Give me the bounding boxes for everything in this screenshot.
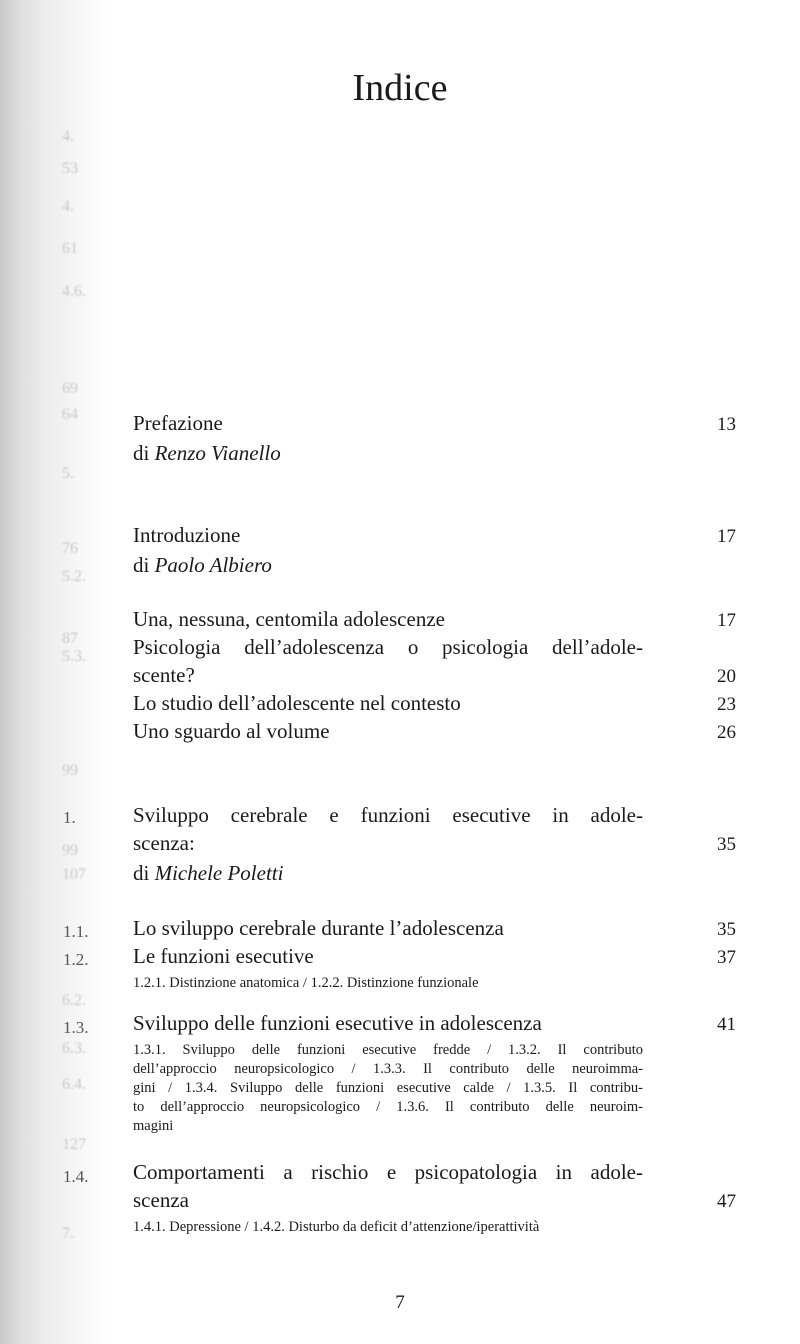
- toc-entry-section-1-4[interactable]: [133, 1158, 736, 1216]
- author-name: Paolo Albiero: [154, 553, 272, 577]
- subsection-list: 1.2.1. Distinzione anatomica / 1.2.2. Distinzione funzionale: [133, 975, 479, 991]
- toc-entry-chapter-1[interactable]: [133, 801, 736, 887]
- toc-entry-title-cont: scenza:: [133, 831, 195, 855]
- toc-page-number: 23: [717, 694, 736, 715]
- margin-ghost-text: 99: [62, 762, 78, 779]
- subsection-line: gini / 1.3.4. Sviluppo delle funzioni esecutive calde / 1.3.5. Il contribu-: [133, 1080, 643, 1096]
- margin-ghost-text: 6.3.: [62, 1040, 86, 1057]
- margin-ghost-text: 99: [62, 842, 78, 859]
- margin-ghost-text: 6.4.: [62, 1076, 86, 1093]
- toc-entry-title: Introduzione: [133, 523, 241, 547]
- subsection-line: to dell’approccio neuropsicologico / 1.3.6. Il contributo delle neuroim-: [133, 1099, 643, 1115]
- toc-entry-sguardo[interactable]: [133, 717, 736, 747]
- margin-ghost-text: 127: [62, 1136, 86, 1153]
- page-title: Indice: [352, 67, 448, 109]
- margin-ghost-text: 6.2.: [62, 992, 86, 1009]
- subsection-list: [133, 1041, 643, 1136]
- subsection-line: magini: [133, 1118, 174, 1134]
- binding-gutter: [0, 0, 18, 1344]
- margin-ghost-text: 4.: [62, 198, 74, 215]
- section-number: 1.2.: [63, 950, 89, 969]
- toc-entry-section-1-2[interactable]: [133, 942, 736, 972]
- margin-ghost-text: 5.2.: [62, 568, 86, 585]
- toc-page-number: 35: [717, 834, 736, 855]
- toc-page-number: 47: [717, 1191, 736, 1212]
- toc-page-number: 17: [717, 526, 736, 547]
- toc-entry-title-cont: scente?: [133, 663, 195, 687]
- toc-entry-psicologia[interactable]: [133, 633, 736, 691]
- margin-ghost-text: 4.: [62, 128, 74, 145]
- section-number: 1.3.: [63, 1018, 89, 1037]
- toc-entry-title: Prefazione: [133, 411, 223, 435]
- section-number: 1.4.: [63, 1167, 89, 1186]
- toc-entry-title: Lo studio dell’adolescente nel contesto: [133, 691, 461, 715]
- section-number: 1.1.: [63, 922, 89, 941]
- author-name: Michele Poletti: [154, 861, 284, 885]
- page-folio: 7: [395, 1292, 405, 1313]
- toc-entry-author: [133, 859, 736, 887]
- toc-entry-una-nessuna[interactable]: [133, 605, 736, 635]
- subsection-list: 1.4.1. Depressione / 1.4.2. Disturbo da deficit d’attenzione/iperattività: [133, 1219, 540, 1235]
- margin-ghost-text: 87: [62, 630, 78, 647]
- toc-entry-section-1-3[interactable]: [133, 1009, 736, 1039]
- toc-entry-title: Una, nessuna, centomila adolescenze: [133, 607, 445, 631]
- subsection-line: 1.3.1. Sviluppo delle funzioni esecutive fredde / 1.3.2. Il contributo: [133, 1042, 643, 1058]
- toc-entry-prefazione[interactable]: [133, 409, 736, 467]
- toc-page-number: 20: [717, 666, 736, 687]
- toc-entry-title: Psicologia dell’adolescenza o psicologia dell’adole-: [133, 635, 643, 659]
- margin-ghost-text: 107: [62, 866, 86, 883]
- toc-page-number: 37: [717, 947, 736, 968]
- toc-page-number: 13: [717, 414, 736, 435]
- toc-entry-studio[interactable]: [133, 689, 736, 719]
- author-prefix: di: [133, 553, 150, 577]
- margin-ghost-text: 69: [62, 380, 78, 397]
- subsection-line: dell’approccio neuropsicologico / 1.3.3. Il contributo delle neuroimma-: [133, 1061, 643, 1077]
- margin-ghost-text: 64: [62, 406, 78, 423]
- margin-ghost-text: 76: [62, 540, 78, 557]
- margin-ghost-text: 7.: [62, 1225, 74, 1242]
- toc-page-number: 17: [717, 610, 736, 631]
- margin-ghost-text: 5.3.: [62, 648, 86, 665]
- toc-page-number: 35: [717, 919, 736, 940]
- margin-ghost-text: 61: [62, 240, 78, 257]
- author-prefix: di: [133, 861, 150, 885]
- margin-ghost-text: 5.: [62, 465, 74, 482]
- margin-ghost-text: 53: [62, 160, 78, 177]
- toc-entry-title: Uno sguardo al volume: [133, 719, 330, 743]
- toc-entry-author: [133, 551, 736, 579]
- toc-entry-title: Sviluppo delle funzioni esecutive in adolescenza: [133, 1011, 542, 1035]
- toc-page-number: 41: [717, 1014, 736, 1035]
- toc-entry-title: Lo sviluppo cerebrale durante l’adolescenza: [133, 916, 504, 940]
- toc-entry-title: Comportamenti a rischio e psicopatologia in adole-: [133, 1160, 643, 1184]
- toc-page-number: 26: [717, 722, 736, 743]
- toc-entry-title: Le funzioni esecutive: [133, 944, 314, 968]
- author-prefix: di: [133, 441, 150, 465]
- toc-entry-author: [133, 439, 736, 467]
- toc-entry-title-cont: scenza: [133, 1188, 189, 1212]
- toc-entry-section-1-1[interactable]: [133, 914, 736, 944]
- chapter-number: 1.: [63, 808, 76, 827]
- margin-ghost-text: 4.6.: [62, 283, 86, 300]
- author-name: Renzo Vianello: [154, 441, 281, 465]
- toc-entry-title: Sviluppo cerebrale e funzioni esecutive in adole-: [133, 803, 643, 827]
- toc-entry-introduzione[interactable]: [133, 521, 736, 579]
